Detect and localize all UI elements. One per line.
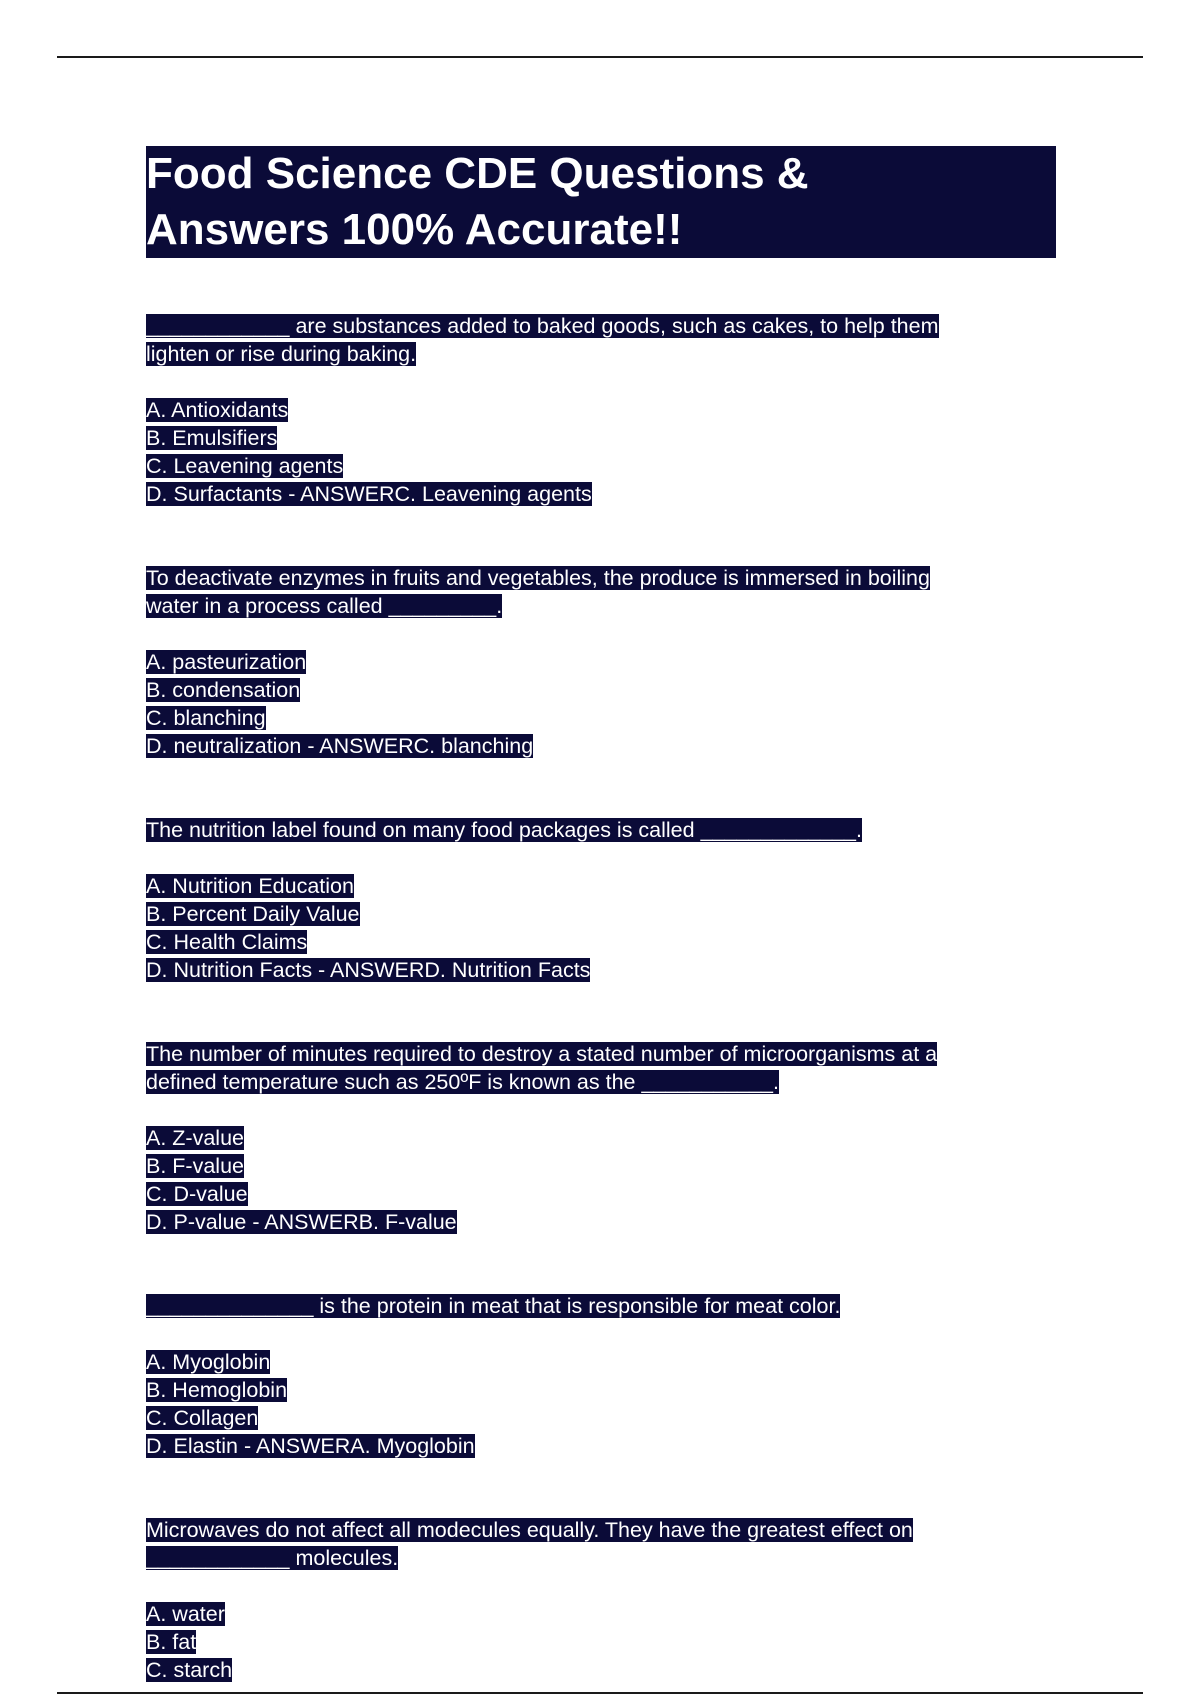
option-text: B. F-value <box>146 1154 244 1178</box>
option-text: D. neutralization - ANSWERC. blanching <box>146 734 534 758</box>
question-text <box>146 312 1056 368</box>
question-line <box>146 1068 1056 1096</box>
question-text <box>146 816 1056 844</box>
option-item <box>146 1432 1056 1460</box>
question-line <box>146 592 1056 620</box>
option-item <box>146 648 1056 676</box>
bottom-rule <box>57 1692 1143 1694</box>
option-text: C. starch <box>146 1658 233 1682</box>
option-text: D. P-value - ANSWERB. F-value <box>146 1210 457 1234</box>
question-line-text: ____________ molecules. <box>146 1546 399 1570</box>
question-line <box>146 564 1056 592</box>
option-text: B. Hemoglobin <box>146 1378 288 1402</box>
question-line <box>146 1292 1056 1320</box>
option-text: C. Collagen <box>146 1406 259 1430</box>
question-line-text: water in a process called _________. <box>146 594 503 618</box>
option-text: C. Health Claims <box>146 930 308 954</box>
option-text: A. Myoglobin <box>146 1350 271 1374</box>
question-text <box>146 1292 1056 1320</box>
option-item <box>146 1152 1056 1180</box>
option-text: B. Percent Daily Value <box>146 902 360 926</box>
option-text: A. water <box>146 1602 225 1626</box>
question-text <box>146 1516 1056 1572</box>
option-item <box>146 1628 1056 1656</box>
question-line-text: defined temperature such as 250ºF is known as the ___________. <box>146 1070 779 1094</box>
question-line-text: ______________ is the protein in meat that is responsible for meat color. <box>146 1294 841 1318</box>
question-line <box>146 1516 1056 1544</box>
option-item <box>146 396 1056 424</box>
option-item <box>146 900 1056 928</box>
answer-options <box>146 872 1056 984</box>
answer-options <box>146 1124 1056 1236</box>
answer-options <box>146 648 1056 760</box>
question-line-text: ____________ are substances added to baked goods, such as cakes, to help them <box>146 314 939 338</box>
option-text: D. Nutrition Facts - ANSWERD. Nutrition Facts <box>146 958 591 982</box>
top-rule <box>57 56 1143 58</box>
option-item <box>146 480 1056 508</box>
option-item <box>146 1404 1056 1432</box>
option-text: C. Leavening agents <box>146 454 344 478</box>
question-line-text: lighten or rise during baking. <box>146 342 417 366</box>
answer-options <box>146 1600 1056 1684</box>
option-item <box>146 452 1056 480</box>
option-item <box>146 732 1056 760</box>
question-line-text: The number of minutes required to destroy a stated number of microorganisms at a <box>146 1042 938 1066</box>
question-line <box>146 340 1056 368</box>
option-item <box>146 956 1056 984</box>
title-line-2: Answers 100% Accurate!! <box>146 205 683 254</box>
option-item <box>146 424 1056 452</box>
document-title <box>146 146 1056 258</box>
option-item <box>146 1180 1056 1208</box>
question-list <box>146 312 1056 1684</box>
option-text: A. Antioxidants <box>146 398 289 422</box>
option-item <box>146 704 1056 732</box>
option-item <box>146 928 1056 956</box>
answer-options <box>146 1348 1056 1460</box>
question-line-text: Microwaves do not affect all modecules equally. They have the greatest effect on <box>146 1518 913 1542</box>
option-text: A. Z-value <box>146 1126 244 1150</box>
option-text: A. Nutrition Education <box>146 874 354 898</box>
question-line-text: The nutrition label found on many food packages is called _____________. <box>146 818 862 842</box>
question-text <box>146 1040 1056 1096</box>
option-text: C. blanching <box>146 706 266 730</box>
option-item <box>146 1656 1056 1684</box>
question-line <box>146 1544 1056 1572</box>
question-line <box>146 1040 1056 1068</box>
answer-options <box>146 396 1056 508</box>
option-item <box>146 1124 1056 1152</box>
option-item <box>146 676 1056 704</box>
option-item <box>146 1208 1056 1236</box>
option-text: B. fat <box>146 1630 197 1654</box>
option-text: C. D-value <box>146 1182 248 1206</box>
option-item <box>146 1600 1056 1628</box>
question-line <box>146 312 1056 340</box>
option-text: B. Emulsifiers <box>146 426 278 450</box>
option-text: A. pasteurization <box>146 650 307 674</box>
question-line-text: To deactivate enzymes in fruits and vegetables, the produce is immersed in boiling <box>146 566 930 590</box>
document-body <box>146 146 1056 1684</box>
question-text <box>146 564 1056 620</box>
option-item <box>146 1348 1056 1376</box>
question-line <box>146 816 1056 844</box>
title-line-1: Food Science CDE Questions & <box>146 149 809 198</box>
option-item <box>146 1376 1056 1404</box>
option-text: D. Elastin - ANSWERA. Myoglobin <box>146 1434 475 1458</box>
option-text: B. condensation <box>146 678 301 702</box>
option-item <box>146 872 1056 900</box>
option-text: D. Surfactants - ANSWERC. Leavening agents <box>146 482 592 506</box>
